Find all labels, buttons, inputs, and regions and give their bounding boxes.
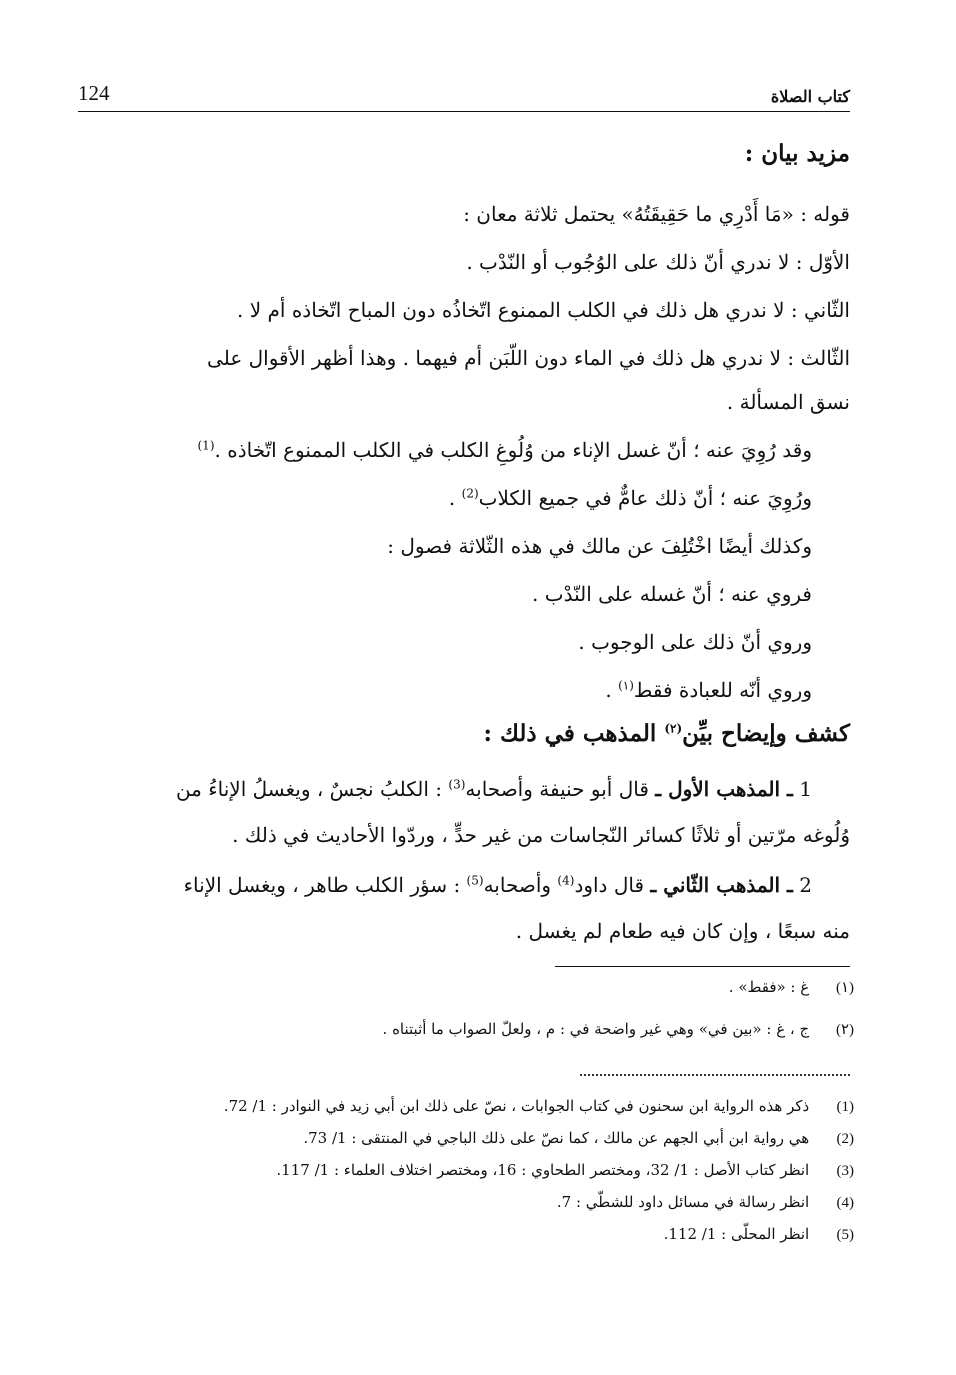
footnote [84, 1225, 854, 1244]
footnote-number: (1) [836, 1099, 854, 1115]
line-text: قال داود [574, 873, 651, 897]
line-text: فروي عنه ؛ أنّ غسله على النّدْب . [532, 582, 812, 606]
section-1 [84, 140, 850, 714]
line-text: قال أبو حنيفة وأصحابه [465, 777, 656, 801]
footnote-text: ذكر هذه الرواية ابن سحنون في كتاب الجوابات ، نصّ على ذلك ابن أبي زيد في النوادر : 1/ 72. [223, 1097, 810, 1115]
footnote-ref: (١) [618, 678, 634, 693]
madhhab-2-line-1 [84, 862, 850, 908]
line-text: ورُوِيَ عنه ؛ أنّ ذلك عامٌّ في جميع الكلاب [478, 486, 812, 510]
footnote-text: هي رواية ابن أبي الجهم عن مالك ، كما نصّ على ذلك الباجي في المنتقى : 1/ 73. [303, 1129, 810, 1147]
body-line [84, 666, 850, 714]
body-line: نسق المسألة . [726, 390, 850, 414]
item-number: 1 [799, 777, 812, 801]
line-tail: . [605, 678, 619, 702]
madhhab-label: ـ المذهب الثّاني ـ [650, 873, 793, 897]
section-2 [84, 712, 850, 954]
body-line: الثّاني : لا ندري هل ذلك في الكلب الممنوع اتّخاذُه دون المباح اتّخاذه أم لا . [237, 298, 850, 322]
body-line [84, 426, 850, 474]
body-line [84, 522, 850, 570]
footnote-number: (4) [836, 1195, 854, 1211]
note-text: غ : «فقط» . [728, 978, 810, 996]
madhhab-1-line-1 [84, 766, 850, 812]
footnote-ref: (1) [197, 438, 215, 453]
madhhab-2-line-2: منه سبعًا ، وإن كان فيه طعام لم يغسل . [515, 919, 850, 943]
footnotes-rule [580, 1074, 850, 1076]
editor-note [84, 1020, 854, 1039]
body-line [84, 570, 850, 618]
footnote-number: (2) [836, 1131, 854, 1147]
body-line: الثّالث : لا ندري هل ذلك في الماء دون اللّبَن أم فيهما . وهذا أظهر الأقوال على [207, 346, 850, 370]
editor-note [84, 978, 854, 997]
running-title: كتاب الصلاة [770, 87, 850, 106]
footnote-number: (3) [836, 1163, 854, 1179]
footnote-ref: (3) [448, 777, 466, 792]
section-1-title: مزيد بيان : [744, 140, 850, 167]
header-rule [78, 111, 850, 112]
line-text: : سؤر الكلب طاهر ، ويغسل الإناء [183, 873, 467, 897]
body-line [84, 474, 850, 522]
title-text: كشف وإيضاح بيِّن [682, 720, 850, 747]
footnote-text: انظر رسالة في مسائل داود للشطّي : 7. [556, 1193, 810, 1211]
line-text: وروي أنّه للعبادة فقط [633, 678, 812, 702]
line-text: : الكلبُ نجسٌ ، ويغسلُ الإناءُ من [175, 777, 449, 801]
item-number: 2 [799, 873, 812, 897]
footnote-text: انظر المحلّى : 1/ 112. [663, 1225, 810, 1243]
footnote [84, 1193, 854, 1212]
page-number: 124 [78, 81, 110, 105]
footnote-ref: (٢) [664, 721, 683, 736]
line-text: وقد رُوِيَ عنه ؛ أنّ غسل الإناء من وُلُوغِ الكلب في الكلب الممنوع اتّخاذه . [214, 438, 812, 462]
footnote-ref: (4) [557, 873, 575, 888]
footnote-ref: (2) [461, 486, 479, 501]
title-text: المذهب في ذلك : [483, 720, 665, 747]
madhhab-label: ـ المذهب الأول ـ [655, 777, 793, 801]
line-tail: . [448, 486, 462, 510]
body-line: قوله : «مَا أَدْرِي ما حَقِيقَتُهُ» يحتمل ثلاثة معان : [463, 202, 850, 226]
body-line [84, 618, 850, 666]
line-text: وكذلك أيضًا اخْتُلِفَ عن مالك في هذه الثّلاثة فصول : [387, 534, 812, 558]
note-number: (٢) [835, 1022, 854, 1038]
line-text: وروي أنّ ذلك على الوجوب . [578, 630, 812, 654]
line-text: وأصحابه [483, 873, 558, 897]
footnote-text: انظر كتاب الأصل : 1/ 32، ومختصر الطحاوي : 16، ومختصر اختلاف العلماء : 1/ 117. [276, 1161, 810, 1179]
editor-notes-rule [555, 966, 850, 967]
footnote-ref: (5) [466, 873, 484, 888]
madhhab-1-line-2: وُلُوغه مرّتين أو ثلاثًا كسائر النّجاسات من غير حدٍّ ، وردّوا الأحاديث في ذلك . [232, 823, 850, 847]
footnote-number: (5) [836, 1227, 854, 1243]
body-line: الأوّل : لا ندري أنّ ذلك على الوُجُوب أو النّدْب . [466, 250, 850, 274]
footnote [84, 1129, 854, 1148]
footnote [84, 1161, 854, 1180]
footnote [84, 1097, 854, 1116]
note-text: ج ، غ : «بين في» وهي غير واضحة في : م ، ولعلّ الصواب ما أثبتناه . [382, 1020, 810, 1038]
page-header [78, 76, 850, 106]
note-number: (١) [835, 980, 854, 996]
section-2-title [84, 712, 850, 756]
